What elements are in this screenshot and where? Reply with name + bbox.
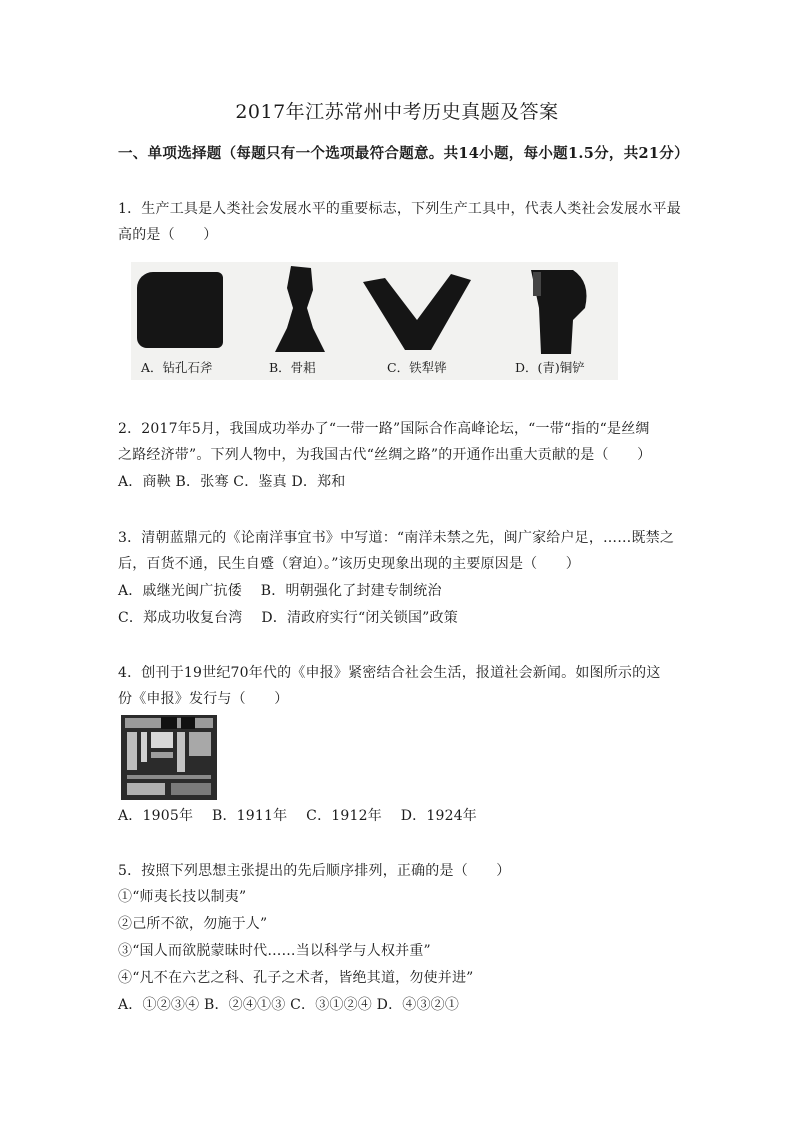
q3-options-row1: A．戚继光闽广抗倭 B．明朝强化了封建专制统治	[118, 583, 442, 599]
q1-tools-image	[131, 262, 618, 380]
tool-iron-ploughshare	[359, 262, 477, 380]
q4-newspaper-image	[121, 715, 217, 800]
tool-stone-axe	[135, 262, 231, 380]
tool-bone-spade	[261, 262, 341, 380]
q4-options: A．1905年 B．1911年 C．1912年 D．1924年	[118, 808, 478, 824]
newspaper-photo	[121, 715, 217, 800]
q5-options: A．①②③④ B．②④①③ C．③①②④ D．④③②①	[118, 997, 460, 1013]
q1-caption-b: B．骨耜	[269, 360, 316, 375]
q5-item-1: ①“师夷长技以制夷”	[118, 889, 247, 905]
q3-stem-line1: 3．清朝蓝鼎元的《论南洋事宜书》中写道：“南洋未禁之先，闽广家给户足，……既禁之	[118, 530, 675, 546]
q1-caption-c: C．铁犁铧	[387, 360, 447, 375]
ploughshare-shape	[359, 268, 475, 358]
q1-stem-line1: 1．生产工具是人类社会发展水平的重要标志，下列生产工具中，代表人类社会发展水平最	[118, 201, 681, 217]
q5-item-3: ③“国人而欲脱蒙昧时代……当以科学与人权并重”	[118, 943, 431, 959]
q1-stem-line2: 高的是（ ）	[118, 227, 218, 243]
q2-stem-line1: 2．2017年5月，我国成功举办了“一带一路”国际合作高峰论坛，“一带“指的“是丝绸	[118, 421, 650, 437]
section-heading: 一、单项选择题（每题只有一个选项最符合题意。共14小题，每小题1.5分，共21分）	[118, 145, 689, 162]
q4-stem-line2: 份《申报》发行与（ ）	[118, 691, 289, 707]
q2-options: A．商鞅 B．张骞 C．鉴真 D．郑和	[118, 474, 346, 490]
q3-options-row2: C．郑成功收复台湾 D．清政府实行“闭关锁国”政策	[118, 610, 458, 626]
q2-stem-line2: 之路经济带”。下列人物中，为我国古代“丝绸之路”的开通作出重大贡献的是（ ）	[118, 447, 652, 463]
tool-bronze-spade	[509, 262, 615, 380]
bronze-spade-shape	[527, 268, 597, 360]
q5-stem: 5．按照下列思想主张提出的先后顺序排列，正确的是（ ）	[118, 863, 511, 879]
q5-item-2: ②己所不欲，勿施于人”	[118, 916, 268, 932]
q1-caption-d: D．(青)铜铲	[515, 360, 585, 375]
stone-axe-shape	[137, 272, 223, 348]
q5-item-4: ④“凡不在六艺之科、孔子之术者，皆绝其道，勿使并进”	[118, 970, 474, 986]
q1-caption-a: A．钻孔石斧	[141, 360, 213, 375]
bone-spade-shape	[267, 264, 337, 356]
q4-stem-line1: 4．创刊于19世纪70年代的《申报》紧密结合社会生活，报道社会新闻。如图所示的这	[118, 665, 661, 681]
q3-stem-line2: 后，百货不通，民生自蹙（窘迫）。”该历史现象出现的主要原因是（ ）	[118, 556, 580, 572]
page-title: 2017年江苏常州中考历史真题及答案	[235, 101, 559, 123]
